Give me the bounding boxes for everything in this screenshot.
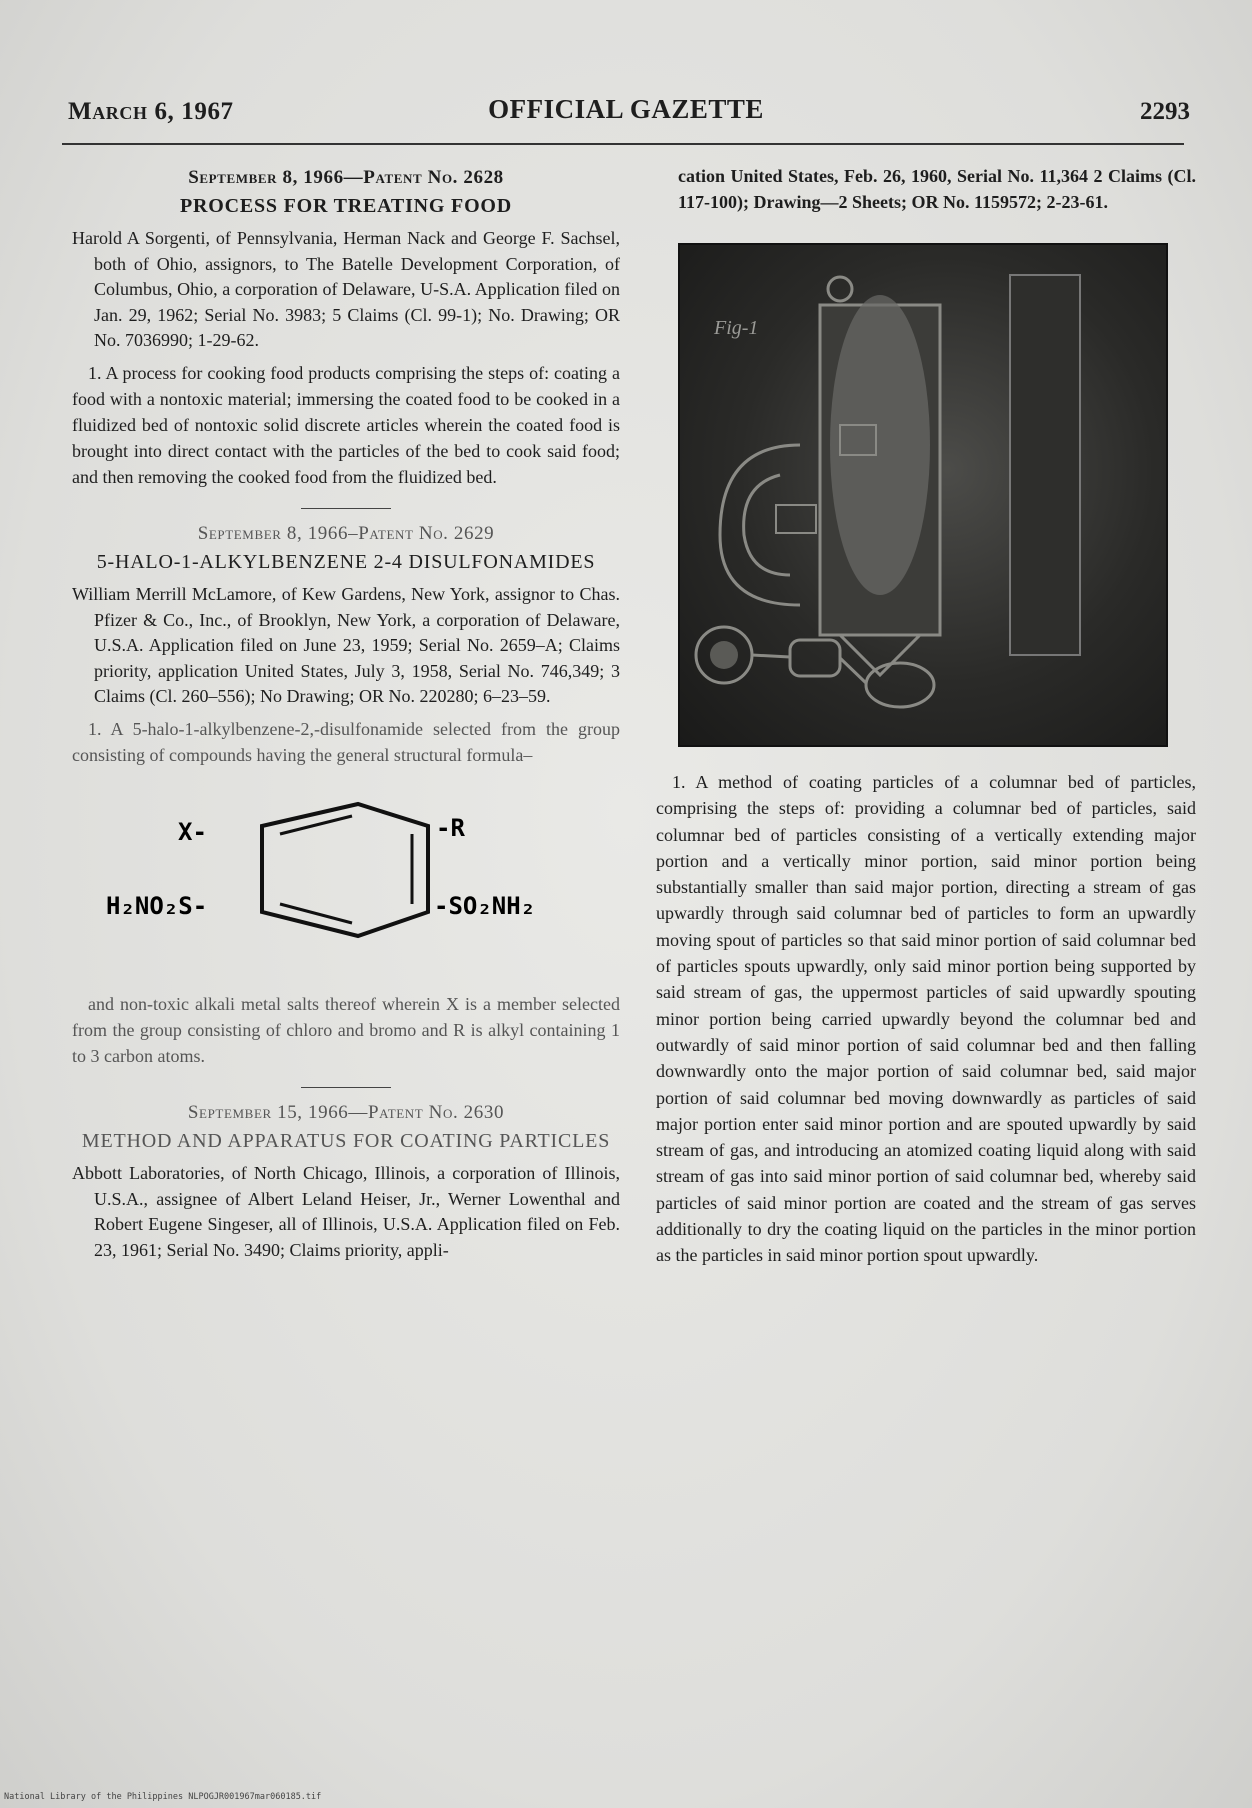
formula-right-group: -SO₂NH₂ — [434, 891, 536, 920]
patent-2629-title: 5-HALO-1-ALKYLBENZENE 2-4 DISULFONAMIDES — [96, 551, 596, 573]
patent-2630-title: METHOD AND APPARATUS FOR COATING PARTICLES — [81, 1130, 611, 1152]
particle-bed — [830, 295, 930, 595]
header-date: March 6, 1967 — [68, 98, 234, 125]
gauge-icon — [828, 277, 852, 301]
patent-2629 — [72, 523, 620, 1069]
pump-box — [776, 505, 816, 533]
patent-2628-applicant: Harold A Sorgenti, of Pennsylvania, Herman Nack and George F. Sachsel, both of Ohio, assignors, to The Batelle Development Corporation, of Columbus, Ohio, a corporation of Delaware, U-S.A. Application filed on Jan. 29, 1962; Serial No. 3983; 5 Claims (Cl. 99-1); No. Drawing; OR No. 7036990; 1-29-62. — [72, 228, 620, 350]
formula-left-group: H₂NO₂S- — [106, 891, 208, 920]
patent-2629-dateline: September 8, 1966–Patent No. 2629 — [197, 523, 495, 544]
section-divider — [301, 1087, 391, 1089]
inner-pipe — [744, 475, 790, 575]
figure-label: Fig-1 — [714, 317, 759, 339]
formula-x: X- — [178, 817, 207, 846]
apparatus-figure — [678, 243, 1168, 747]
left-column — [72, 163, 620, 1263]
patent-2628 — [72, 167, 620, 490]
structural-formula — [72, 786, 620, 966]
patent-2629-claim-continued: and non-toxic alkali metal salts thereof wherein X is a member selected from the group consisting of chloro and bromo and R is alkyl containing 1 to 3 carbon atoms. — [72, 993, 620, 1066]
benzene-ring — [262, 804, 428, 936]
patent-2630-applicant: Abbott Laboratories, of North Chicago, Illinois, a corporation of Illinois, U.S.A., assignee of Albert Leland Heiser, Jr., Werner Lowenthal and Robert Eugene Singeser, all of Illinois, U.S.A. Application filed on Feb. 23, 1961; Serial No. 3490; Claims priority, appli- — [72, 1163, 620, 1260]
connector-pipe — [752, 655, 790, 657]
patent-2628-title: PROCESS FOR TREATING FOOD — [179, 195, 513, 217]
patent-2628-claim: 1. A process for cooking food products comprising the steps of: coating a food with a nontoxic material; immersing the coated food to be cooked in a fluidized bed of nontoxic solid discrete articles wherein the coated food is brought into direct contact with the particles of the bed to cook said food; and then removing the cooked food from the fluidized bed. — [72, 362, 620, 487]
patent-2630-claim: 1. A method of coating particles of a columnar bed of particles, comprising the steps of: providing a columnar bed of particles, said columnar bed of particles consisting of a vertically extending major portion and a vertically minor portion, said minor portion being substantially smaller than said major portion, directing a stream of gas upwardly through said columnar bed of particles to form an upwardly moving spout of particles so that said minor portion of said columnar bed of particles spouts upwardly, only said minor portion being supported by said stream of gas, the uppermost particles of said upwardly spouting minor portion being carried upwardly beyond the columnar bed and outwardly of said minor portion of said columnar bed and then falling downwardly onto the major portion of said columnar bed, said major portion of said columnar bed moving downwardly as particles of said major portion enter said minor portion and are spouted upwardly by said stream of gas, and introducing an atomized coating liquid along with said stream of gas into said minor portion of said columnar bed, whereby said particles of said minor portion are coated and the stream of gas serves additionally to dry the coating liquid on the particles in the minor portion as the particles in said minor portion spout upwardly. — [656, 772, 1196, 1266]
scan-footer: National Library of the Philippines NLPOGJR001967mar060185.tif — [4, 1792, 322, 1802]
return-pipe — [720, 445, 800, 605]
header-title: OFFICIAL GAZETTE — [488, 94, 764, 124]
heater-unit — [790, 640, 840, 676]
patent-2630-dateline: September 15, 1966—Patent No. 2630 — [187, 1102, 505, 1123]
side-duct — [1010, 275, 1080, 655]
header-rule — [62, 143, 1184, 145]
patent-2630-applicant-continued: cation United States, Feb. 26, 1960, Serial No. 11,364 2 Claims (Cl. 117-100); Drawing—2 Sheets; OR No. 1159572; 2-23-61. — [678, 166, 1196, 212]
formula-r: -R — [436, 813, 465, 842]
patent-2630 — [72, 1102, 620, 1263]
right-column — [656, 163, 1196, 1269]
inlet-chamber — [866, 663, 934, 707]
patent-2628-dateline: September 8, 1966—Patent No. 2628 — [188, 167, 504, 188]
connector-pipe — [840, 658, 866, 683]
blower-hub — [710, 641, 738, 669]
section-divider — [301, 508, 391, 510]
patent-2629-applicant: William Merrill McLamore, of Kew Gardens, New York, assignor to Chas. Pfizer & Co., Inc., of Brooklyn, New York, a corporation of Delaware, U.S.A. Application filed on June 23, 1959; Serial No. 2659–A; Claims priority, application United States, July 3, 1958, Serial No. 746,349; 3 Claims (Cl. 260–556); No Drawing; OR No. 220280; 6–23–59. — [72, 584, 620, 706]
header-page-number: 2293 — [1140, 98, 1190, 125]
patent-2629-claim: 1. A 5-halo-1-alkylbenzene-2,-disulfonamide selected from the group consisting of compounds having the general structural formula– — [72, 718, 620, 765]
